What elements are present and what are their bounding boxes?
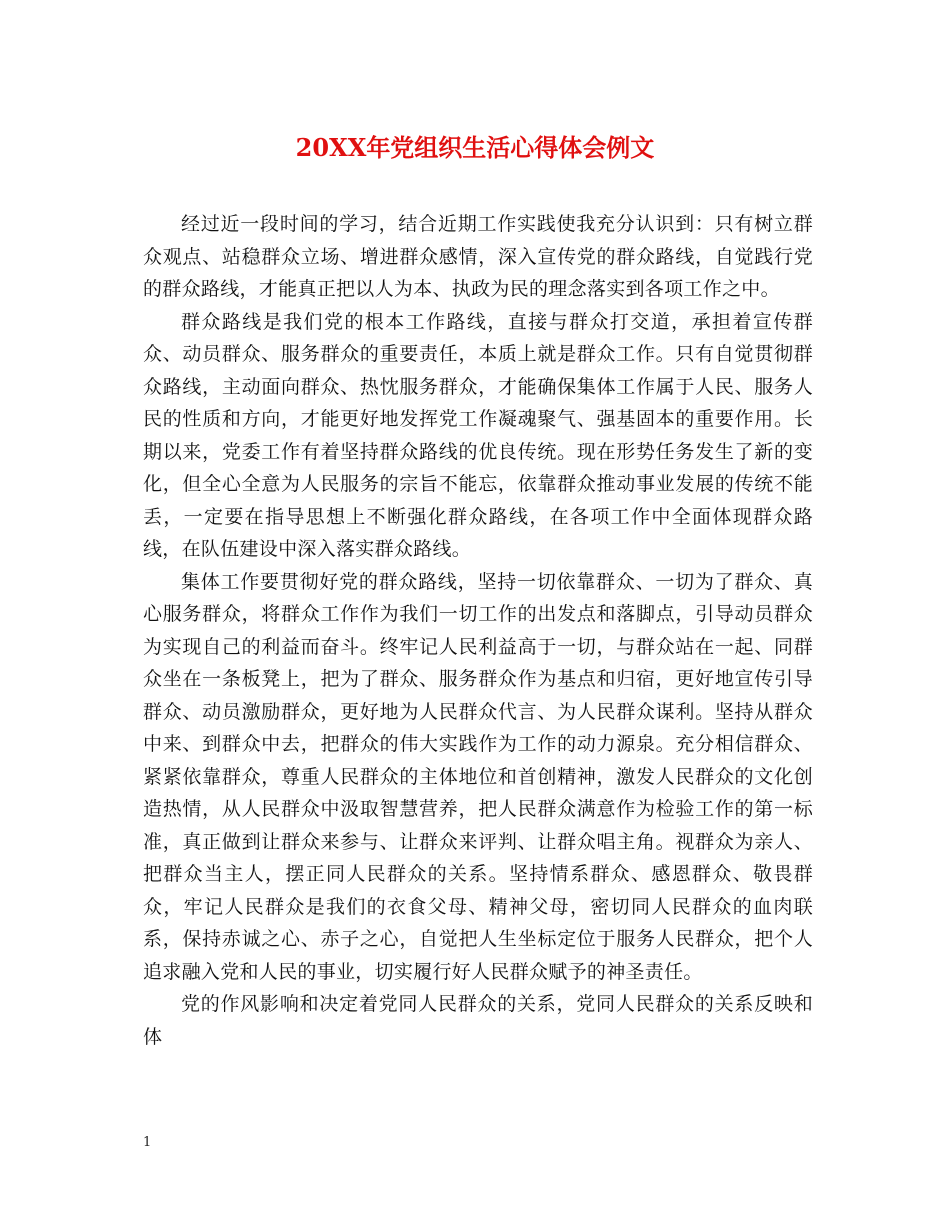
paragraph-2: 群众路线是我们党的根本工作路线，直接与群众打交道，承担着宣传群众、动员群众、服务群众的重要责任，本质上就是群众工作。只有自觉贯彻群众路线，主动面向群众、热忱服务群众，才能确保集体工作属于人民、服务人民的性质和方向，才能更好地发挥党工作凝魂聚气、强基固本的重要作用。长期以来，党委工作有着坚持群众路线的优良传统。现在形势任务发生了新的变化，但全心全意为人民服务的宗旨不能忘，依靠群众推动事业发展的传统不能丢，一定要在指导思想上不断强化群众路线，在各项工作中全面体现群众路线，在队伍建设中深入落实群众路线。 (143, 310, 813, 560)
paragraph-4: 党的作风影响和决定着党同人民群众的关系，党同人民群众的关系反映和体 (143, 993, 813, 1048)
document-title: 20XX年党组织生活心得体会例文 (295, 133, 655, 162)
paragraph-1: 经过近一段时间的学习，结合近期工作实践使我充分认识到：只有树立群众观点、站稳群众立场、增进群众感情，深入宣传党的群众路线，自觉践行党的群众路线，才能真正把以人为本、执政为民的理念落实到各项工作之中。 (143, 213, 813, 300)
document-body (143, 208, 813, 1053)
paragraph-3: 集体工作要贯彻好党的群众路线，坚持一切依靠群众、一切为了群众、真心服务群众，将群众工作作为我们一切工作的出发点和落脚点，引导动员群众为实现自己的利益而奋斗。终牢记人民利益高于一切，与群众站在一起、同群众坐在一条板凳上，把为了群众、服务群众作为基点和归宿，更好地宣传引导群众、动员激励群众，更好地为人民群众代言、为人民群众谋利。坚持从群众中来、到群众中去，把群众的伟大实践作为工作的动力源泉。充分相信群众、紧紧依靠群众，尊重人民群众的主体地位和首创精神，激发人民群众的文化创造热情，从人民群众中汲取智慧营养，把人民群众满意作为检验工作的第一标准，真正做到让群众来参与、让群众来评判、让群众唱主角。视群众为亲人、把群众当主人，摆正同人民群众的关系。坚持情系群众、感恩群众、敬畏群众，牢记人民群众是我们的衣食父母、精神父母，密切同人民群众的血肉联系，保持赤诚之心、赤子之心，自觉把人生坐标定位于服务人民群众，把个人追求融入党和人民的事业，切实履行好人民群众赋予的神圣责任。 (143, 570, 813, 983)
page-number: 1 (143, 1135, 152, 1150)
